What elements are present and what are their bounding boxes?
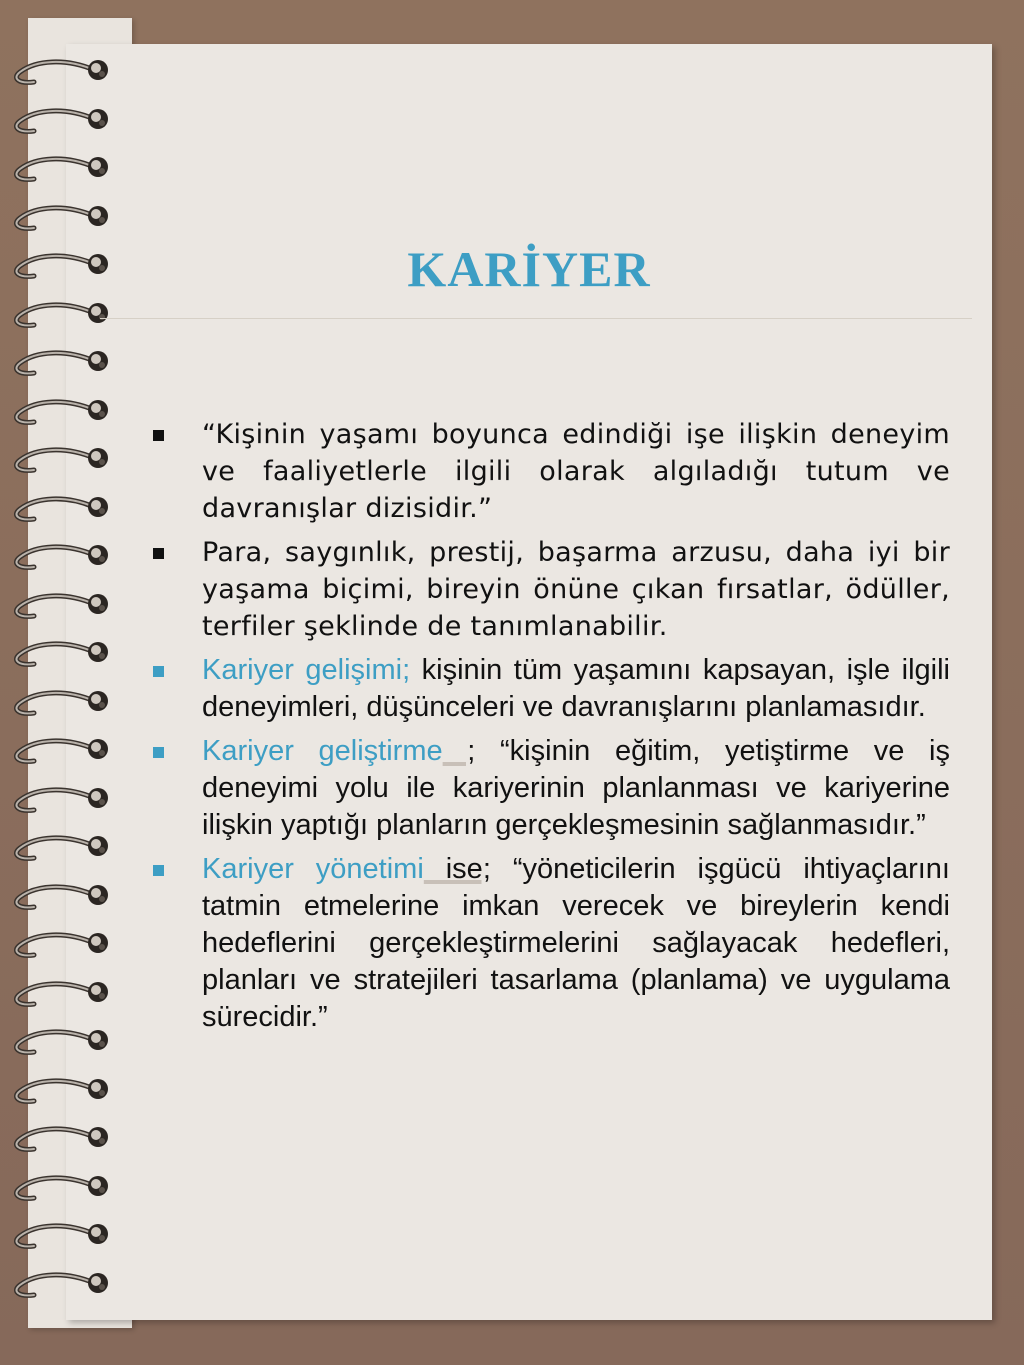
bullet-marker [153, 548, 164, 559]
bullet-marker [153, 666, 164, 677]
spiral-ring [6, 729, 110, 775]
spiral-ring [6, 50, 110, 96]
spiral-ring [6, 293, 110, 339]
list-item [150, 416, 950, 527]
bullet-lead: Kariyer geliştirme [202, 735, 443, 767]
spiral-ring [6, 1166, 110, 1212]
spiral-ring [6, 632, 110, 678]
spiral-ring [6, 1069, 110, 1115]
bullet-text: “Kişinin yaşamı boyunca edindiği işe ilişkin deneyim ve faaliyetlerle ilgili olarak algıladığı tutum ve davranışlar dizisidir.” [202, 419, 950, 524]
bullet-text: Para, saygınlık, prestij, başarma arzusu, daha iyi bir yaşama biçimi, bireyin önüne çıkan fırsatlar, ödüller, terfiler şeklinde de tanımlanabilir. [202, 537, 950, 642]
list-item [150, 851, 950, 1036]
spiral-ring [6, 99, 110, 145]
spiral-ring [6, 196, 110, 242]
bullet-text: kişinin tüm yaşamını kapsayan, işle ilgili deneyimleri, düşünceleri ve davranışlarını planlamasıdır. [202, 654, 950, 723]
bullet-separator: ; [442, 735, 476, 767]
spiral-ring [6, 390, 110, 436]
spiral-ring [6, 778, 110, 824]
bullet-list [150, 416, 950, 1036]
bullet-marker [153, 865, 164, 876]
bullet-lead: Kariyer gelişimi; [202, 654, 411, 686]
list-item [150, 652, 950, 726]
bullet-marker [153, 430, 164, 441]
spiral-ring [6, 972, 110, 1018]
spiral-ring [6, 584, 110, 630]
spiral-ring [6, 681, 110, 727]
page-title: KARİYER [407, 241, 651, 297]
spiral-ring [6, 438, 110, 484]
spiral-ring [6, 1214, 110, 1260]
spiral-ring [6, 826, 110, 872]
list-item [150, 534, 950, 645]
spiral-ring [6, 1020, 110, 1066]
spiral-ring [6, 487, 110, 533]
spiral-ring [6, 923, 110, 969]
bullet-separator: ise; [423, 853, 491, 885]
bullet-text: “kişinin eğitim, yetiştirme ve iş deneyimi yolu ile kariyerinin planlanması ve kariyerine ilişkin yaptığı planların gerçekleşmesinin sağlanmasıdır.” [202, 735, 951, 841]
bullet-marker [153, 747, 164, 758]
bullet-lead: Kariyer yönetimi [202, 853, 424, 885]
spiral-ring [6, 1117, 110, 1163]
list-item [150, 733, 950, 844]
spiral-ring [6, 875, 110, 921]
spiral-ring [6, 341, 110, 387]
bullet-text: “yöneticilerin işgücü ihtiyaçlarını tatmin etmelerine imkan verecek ve bireylerin kendi hedeflerini gerçekleştirmelerini sağlayacak hedefleri, planları ve stratejileri tasarlama (planlama) ve uygulama sürecidir.” [202, 853, 950, 1033]
spiral-ring [6, 1263, 110, 1309]
title-divider [100, 318, 972, 319]
spiral-ring [6, 535, 110, 581]
spiral-ring [6, 147, 110, 193]
